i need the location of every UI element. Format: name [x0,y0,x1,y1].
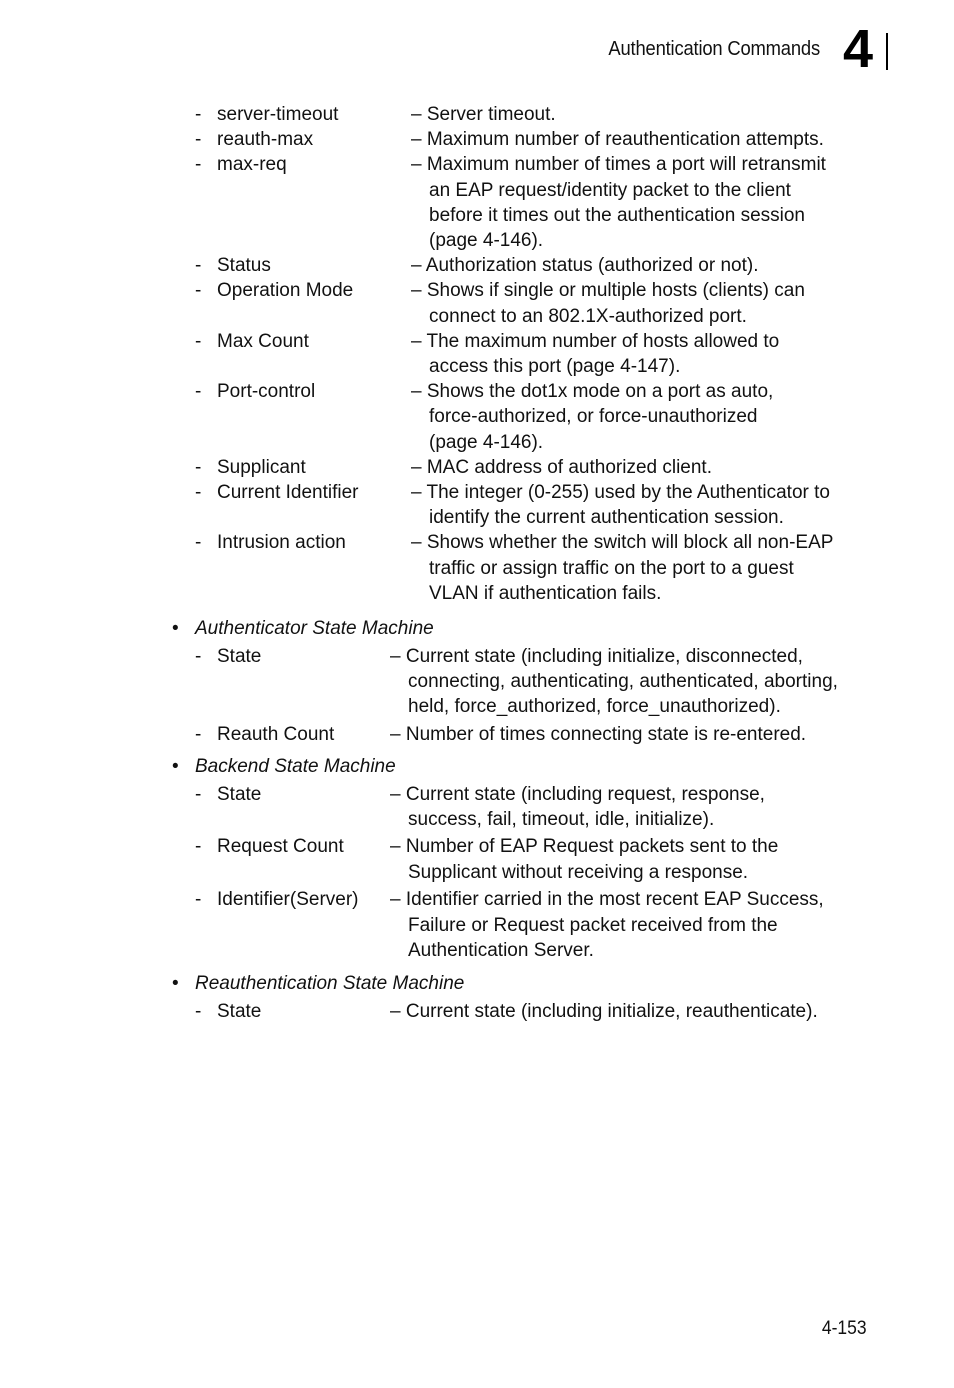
dash-marker: - [195,783,202,805]
description-line: VLAN if authentication fails. [429,582,662,604]
definition-term: Port-control [217,381,316,403]
dash-marker: - [195,154,202,176]
description-line: – Number of times connecting state is re-entered. [390,723,807,745]
definition-term: server-timeout [217,104,339,125]
definition-term: Reauth Count [217,723,335,745]
description-line: – MAC address of authorized client. [411,456,712,478]
definition-description [390,644,838,720]
definition-term: max-req [217,154,287,176]
description-line: – Maximum number of times a port will retransmit [411,154,826,176]
running-header-title: Authentication Commands [608,38,820,60]
description-line: Failure or Request packet received from the [408,914,778,936]
description-line: connecting, authenticating, authenticated, aborting, [408,670,838,692]
description-line: – Authorization status (authorized or not). [411,255,759,277]
description-line: – Current state (including initialize, disconnected, [390,645,803,667]
section-heading: Authenticator State Machine [195,618,434,639]
description-line: traffic or assign traffic on the port to a guest [429,557,794,579]
definition-term: State [217,1000,262,1022]
page-number: 4-153 [822,1318,867,1339]
dash-marker: - [195,836,202,858]
dash-marker: - [195,482,202,503]
description-line: – Number of EAP Request packets sent to the [390,836,779,858]
bullet-marker: • [172,618,179,639]
definition-description [390,834,778,884]
description-line: success, fail, timeout, idle, initialize). [408,808,715,830]
section-heading: Reauthentication State Machine [195,973,465,994]
definition-description [411,102,556,127]
dash-marker: - [195,255,202,277]
bullet-marker: • [172,756,179,777]
dash-marker: - [195,723,202,745]
dash-marker: - [195,456,202,478]
description-line: – Current state (including initialize, reauthenticate). [390,1000,818,1022]
description-line: an EAP request/identity packet to the client [429,179,791,201]
definition-term: Current Identifier [217,482,359,503]
dash-marker: - [195,280,202,302]
definition-description [411,480,830,530]
definition-term: Operation Mode [217,280,354,302]
dash-marker: - [195,645,202,667]
dash-marker: - [195,381,202,403]
description-line: access this port (page 4-147). [429,356,681,377]
definition-term: Status [217,255,271,277]
definition-description [411,455,712,480]
dash-marker: - [195,889,202,911]
description-line: connect to an 802.1X-authorized port. [429,305,747,327]
description-line: – Server timeout. [411,104,556,125]
definition-term: Max Count [217,330,309,352]
dash-marker: - [195,129,202,151]
definition-description [411,379,773,455]
definition-term: reauth-max [217,129,314,151]
description-line: identify the current authentication session. [429,507,784,529]
description-line: – Shows the dot1x mode on a port as auto, [411,381,774,403]
chapter-divider [886,33,888,70]
description-line: – Shows whether the switch will block all non-EAP [411,532,834,554]
definition-term: State [217,645,262,667]
definition-term: State [217,783,262,805]
description-line: force-authorized, or force-unauthorized [429,406,758,428]
dash-marker: - [195,104,202,125]
description-line: (page 4-146). [429,230,544,251]
definition-description [411,278,805,328]
definition-description [411,152,826,253]
definition-term: Identifier(Server) [217,889,359,911]
definition-description [390,722,806,747]
definition-description [411,127,824,152]
definition-description [390,999,818,1024]
description-line: before it times out the authentication session [429,204,806,226]
description-line: – The maximum number of hosts allowed to [411,330,780,352]
description-line: held, force_authorized, force_unauthorized). [408,695,781,717]
definition-term: Request Count [217,836,344,858]
definition-description [411,329,779,379]
dash-marker: - [195,330,202,352]
dash-marker: - [195,532,202,554]
definition-term: Intrusion action [217,532,346,554]
description-line: – Current state (including request, response, [390,783,765,805]
definition-description [411,530,833,606]
description-line: – Maximum number of reauthentication attempts. [411,129,824,151]
definition-description [411,253,758,278]
definition-description [390,887,824,963]
definition-term: Supplicant [217,456,306,478]
description-line: – Identifier carried in the most recent EAP Success, [390,889,824,911]
definition-description [390,782,765,832]
bullet-marker: • [172,973,179,994]
dash-marker: - [195,1000,202,1022]
chapter-number: 4 [843,19,874,79]
section-heading: Backend State Machine [195,756,396,777]
description-line: Authentication Server. [408,939,594,961]
description-line: Supplicant without receiving a response. [408,861,749,883]
description-line: – Shows if single or multiple hosts (clients) can [411,280,805,302]
description-line: (page 4-146). [429,431,544,453]
description-line: – The integer (0-255) used by the Authenticator to [411,482,830,503]
